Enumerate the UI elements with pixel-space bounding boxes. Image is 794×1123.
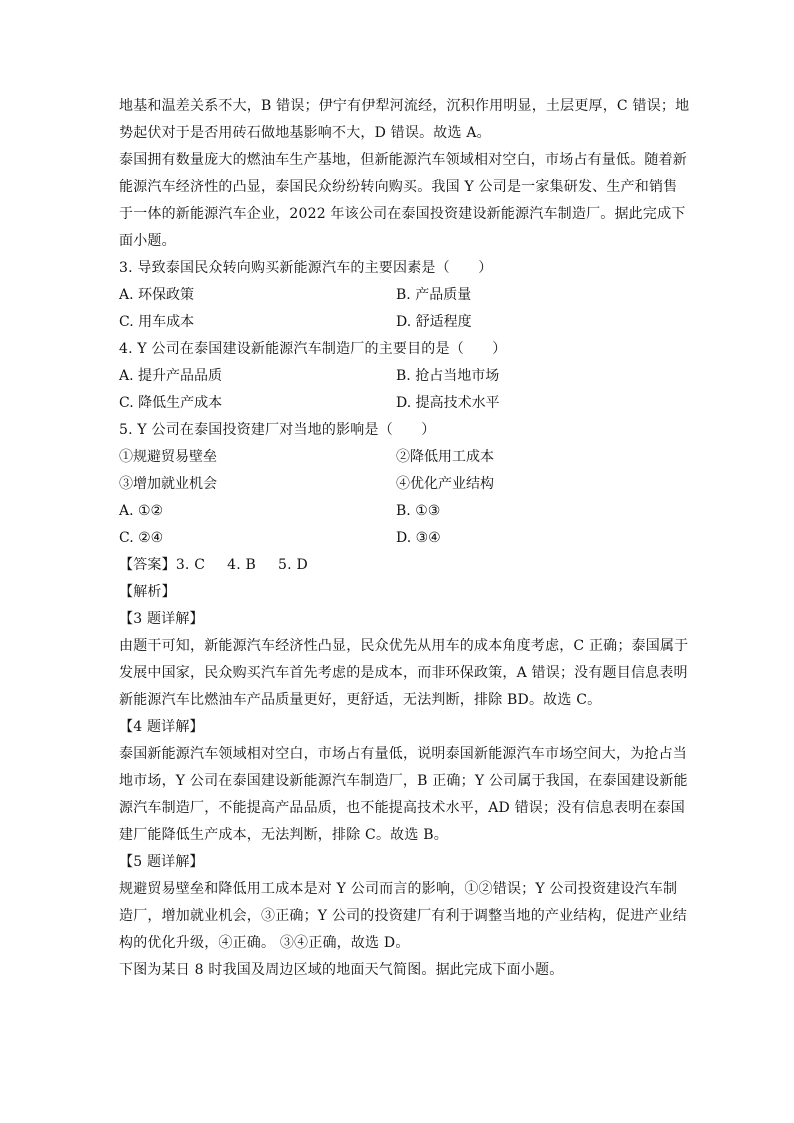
question-4-option-d: D. 提高技术水平 <box>396 395 500 411</box>
question-5-stem: 5. Y 公司在泰国投资建厂对当地的影响是（ ） <box>119 422 436 438</box>
passage-line-3: 于一体的新能源汽车企业，2022 年该公司在泰国投资建设新能源汽车制造厂。据此完成下 <box>119 206 686 222</box>
detail-4-heading: 【4 题详解】 <box>119 719 204 735</box>
answer-line <box>119 555 308 575</box>
next-section-intro: 下图为某日 8 时我国及周边区域的地面天气简图。据此完成下面小题。 <box>119 962 564 978</box>
question-3-option-c: C. 用车成本 <box>119 314 195 330</box>
question-4-option-c: C. 降低生产成本 <box>119 395 223 411</box>
question-5-option-b: B. ①③ <box>396 503 441 519</box>
passage-line-1: 泰国拥有数量庞大的燃油车生产基地，但新能源汽车领域相对空白，市场占有量低。随着新 <box>119 152 687 168</box>
detail-4-line-4: 建厂能降低生产成本，无法判断，排除 C。故选 B。 <box>119 827 448 843</box>
detail-4-line-3: 源汽车制造厂，不能提高产品品质，也不能提高技术水平，AD 错误；没有信息表明在泰国 <box>119 800 685 816</box>
detail-3-heading: 【3 题详解】 <box>119 611 204 627</box>
detail-3-line-1: 由题干可知，新能源汽车经济性凸显，民众优先从用车的成本角度考虑，C 正确；泰国属于 <box>119 638 689 654</box>
answer-item-4: 4. B <box>227 557 257 573</box>
detail-3-line-2: 发展中国家，民众购买汽车首先考虑的是成本，而非环保政策，A 错误；没有题目信息表明 <box>119 665 688 681</box>
answer-item-5: 5. D <box>278 557 308 573</box>
question-3-option-a: A. 环保政策 <box>119 287 195 303</box>
detail-4-line-1: 泰国新能源汽车领域相对空白，市场占有量低，说明泰国新能源汽车市场空间大，为抢占当 <box>119 746 687 762</box>
intro-line-1: 地基和温差关系不大，B 错误；伊宁有伊犁河流经，沉积作用明显，土层更厚，C 错误；地 <box>119 98 690 114</box>
passage-line-4: 面小题。 <box>119 233 176 249</box>
detail-5-line-3: 构的优化升级，④正确。 ③④正确，故选 D。 <box>119 935 410 951</box>
intro-line-2: 势起伏对于是否用砖石做地基影响不大，D 错误。故选 A。 <box>119 125 491 141</box>
question-5-statement-1: ①规避贸易壁垒 <box>119 449 217 465</box>
detail-5-heading: 【5 题详解】 <box>119 854 204 870</box>
answer-label: 【答案】 <box>119 557 176 573</box>
detail-4-line-2: 地市场，Y 公司在泰国建设新能源汽车制造厂，B 正确；Y 公司属于我国，在泰国建设新能 <box>119 773 688 789</box>
question-5-option-c: C. ②④ <box>119 530 164 546</box>
question-5-statement-3: ③增加就业机会 <box>119 476 217 492</box>
detail-3-line-3: 新能源汽车比燃油车产品质量更好，更舒适，无法判断，排除 BD。故选 C。 <box>119 692 602 708</box>
question-5-option-a: A. ①② <box>119 503 164 519</box>
question-5-statement-4: ④优化产业结构 <box>396 476 494 492</box>
answer-item-3: 3. C <box>175 557 206 573</box>
detail-5-line-1: 规避贸易壁垒和降低用工成本是对 Y 公司而言的影响，①②错误；Y 公司投资建设汽车制 <box>119 881 678 897</box>
question-4-option-b: B. 抢占当地市场 <box>396 368 500 384</box>
question-3-option-d: D. 舒适程度 <box>396 314 472 330</box>
question-3-option-b: B. 产品质量 <box>396 287 472 303</box>
question-4-option-a: A. 提升产品品质 <box>119 368 223 384</box>
question-4-stem: 4. Y 公司在泰国建设新能源汽车制造厂的主要目的是（ ） <box>119 341 507 357</box>
question-5-statement-2: ②降低用工成本 <box>396 449 494 465</box>
analysis-label: 【解析】 <box>119 584 176 600</box>
detail-5-line-2: 造厂，增加就业机会，③正确；Y 公司的投资建厂有利于调整当地的产业结构，促进产业结 <box>119 908 687 924</box>
question-3-stem: 3. 导致泰国民众转向购买新能源汽车的主要因素是（ ） <box>119 260 493 276</box>
question-5-option-d: D. ③④ <box>396 530 441 546</box>
passage-line-2: 能源汽车经济性的凸显，泰国民众纷纷转向购买。我国 Y 公司是一家集研发、生产和销售 <box>119 179 678 195</box>
